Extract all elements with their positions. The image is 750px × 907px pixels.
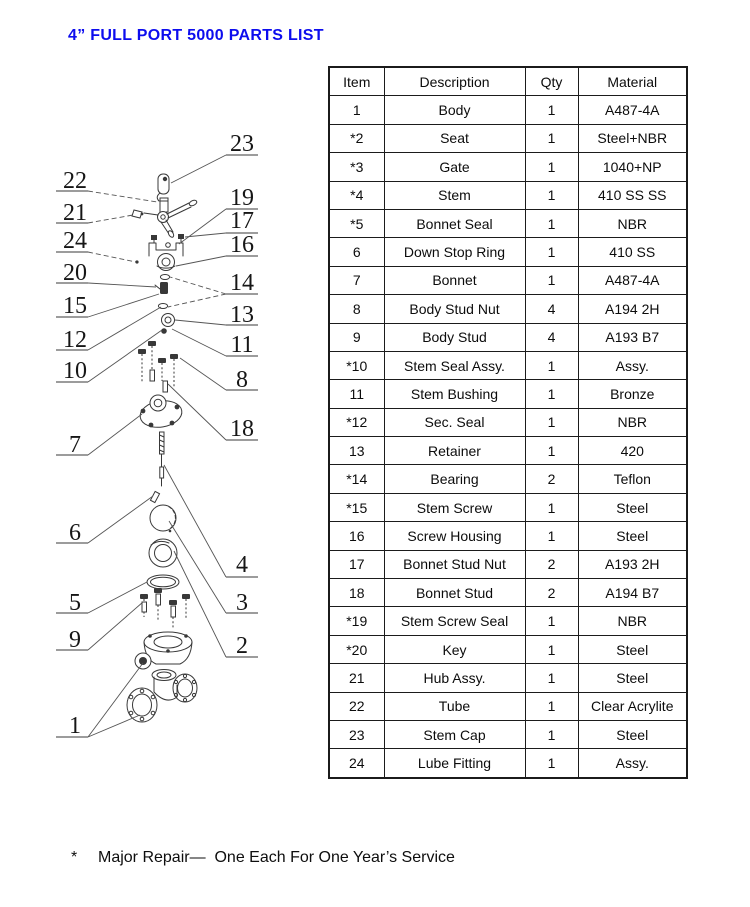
table-cell: 9 [329,323,384,351]
table-cell: 6 [329,238,384,266]
table-cell: 1 [525,635,578,663]
parts-table [328,66,688,779]
table-row [329,692,687,720]
table-cell: Body [384,96,525,124]
table-cell: Body Stud Nut [384,295,525,323]
table-row [329,351,687,379]
table-cell: 1 [525,380,578,408]
callout-23 [171,131,258,183]
table-cell: Teflon [578,465,687,493]
callout-8 [180,358,258,393]
callout-20 [56,260,156,287]
table-cell: Retainer [384,437,525,465]
callout-22 [56,168,157,202]
table-cell: Gate [384,153,525,181]
table-cell: *19 [329,607,384,635]
table-cell: NBR [578,607,687,635]
table-cell: Clear Acrylite [578,692,687,720]
table-cell: 17 [329,550,384,578]
valve-body-part [127,670,197,723]
table-row [329,96,687,124]
svg-text:15: 15 [63,293,87,319]
table-cell: Steel+NBR [578,124,687,152]
callout-4 [164,465,258,578]
table-cell: 8 [329,295,384,323]
table-cell: NBR [578,408,687,436]
table-row [329,493,687,521]
svg-text:13: 13 [230,302,254,328]
table-cell: Body Stud [384,323,525,351]
table-cell: Stem Screw [384,493,525,521]
table-row [329,380,687,408]
table-cell: Bonnet [384,266,525,294]
svg-text:21: 21 [63,200,87,226]
table-row [329,238,687,266]
table-cell: 18 [329,579,384,607]
table-cell: A194 2H [578,295,687,323]
body-studs-group [138,341,178,392]
table-cell: A193 2H [578,550,687,578]
table-row [329,579,687,607]
callout-11 [172,329,258,358]
svg-text:23: 23 [230,131,254,157]
table-cell: Steel [578,522,687,550]
exploded-valve-diagram [30,115,330,785]
svg-text:12: 12 [63,327,87,353]
seat-part [149,539,177,567]
table-cell: 1 [525,749,578,778]
table-cell: 22 [329,692,384,720]
bonnet-neck-part [135,254,175,271]
table-cell: 1 [525,181,578,209]
stem-cap-part [157,174,169,201]
table-cell: 1 [525,607,578,635]
table-cell: 16 [329,522,384,550]
table-row [329,266,687,294]
gate-part [150,505,176,532]
callout-13 [175,302,258,328]
svg-text:11: 11 [230,332,254,358]
table-cell: *12 [329,408,384,436]
table-cell: Stem Screw Seal [384,607,525,635]
valve-parts [127,174,198,722]
svg-text:6: 6 [69,520,81,546]
table-row [329,720,687,748]
table-row [329,408,687,436]
table-cell: 24 [329,749,384,778]
table-cell: *3 [329,153,384,181]
table-cell: Down Stop Ring [384,238,525,266]
table-cell: A487-4A [578,96,687,124]
table-cell: *5 [329,209,384,237]
bonnet-studs-group [140,588,190,629]
table-cell: *15 [329,493,384,521]
column-header: Description [384,67,525,96]
table-cell: 11 [329,380,384,408]
table-cell: Assy. [578,351,687,379]
svg-text:1: 1 [69,713,81,739]
stop-ball-part [161,328,167,334]
svg-text:9: 9 [69,627,81,653]
table-cell: 21 [329,664,384,692]
table-cell: 1 [525,408,578,436]
upper-body-part [135,632,192,669]
table-cell: A193 B7 [578,323,687,351]
table-cell: Bonnet Stud Nut [384,550,525,578]
table-cell: 1 [525,437,578,465]
footnote-text: Major Repair— One Each For One Year’s Service [98,849,455,866]
table-row [329,465,687,493]
table-cell: 420 [578,437,687,465]
table-row [329,522,687,550]
table-cell: 4 [525,295,578,323]
table-cell: *4 [329,181,384,209]
table-row [329,153,687,181]
table-cell: Key [384,635,525,663]
table-row [329,635,687,663]
table-cell: 410 SS [578,238,687,266]
table-cell: Bearing [384,465,525,493]
table-row [329,323,687,351]
table-cell: A487-4A [578,266,687,294]
column-header: Material [578,67,687,96]
svg-text:18: 18 [230,416,254,442]
table-cell: 1 [525,522,578,550]
svg-text:3: 3 [236,590,248,616]
table-row [329,437,687,465]
table-cell: Screw Housing [384,522,525,550]
callout-6 [56,496,153,546]
table-cell: Bonnet Stud [384,579,525,607]
table-cell: Tube [384,692,525,720]
table-cell: 1 [525,153,578,181]
svg-text:5: 5 [69,590,81,616]
table-cell: Steel [578,635,687,663]
table-cell: 2 [525,465,578,493]
callout-15 [56,293,159,319]
table-cell: 1 [525,351,578,379]
table-cell: Sec. Seal [384,408,525,436]
retainer-part [162,314,175,327]
table-cell: 1 [525,720,578,748]
table-row [329,181,687,209]
table-cell: 1 [525,266,578,294]
table-cell: Stem Bushing [384,380,525,408]
stem-part [160,432,165,486]
table-cell: 1 [525,692,578,720]
table-row [329,664,687,692]
table-cell: Lube Fitting [384,749,525,778]
table-cell: 2 [525,579,578,607]
svg-text:17: 17 [230,208,254,234]
svg-text:10: 10 [63,358,87,384]
table-header-row [329,67,687,96]
footnote [71,849,455,867]
table-cell: *10 [329,351,384,379]
page-title: 4” FULL PORT 5000 PARTS LIST [68,27,324,44]
callout-24 [56,228,136,262]
table-row [329,295,687,323]
table-cell: 1 [525,124,578,152]
svg-text:16: 16 [230,232,254,258]
table-cell: *14 [329,465,384,493]
table-row [329,607,687,635]
tube-part [160,198,168,212]
callout-21 [56,200,133,226]
parts-table-body [329,96,687,778]
table-cell: Steel [578,720,687,748]
table-cell: A194 B7 [578,579,687,607]
column-header: Qty [525,67,578,96]
callout-7 [56,414,142,458]
table-cell: 7 [329,266,384,294]
table-cell: Stem [384,181,525,209]
table-cell: Bonnet Seal [384,209,525,237]
svg-text:19: 19 [230,185,254,211]
table-row [329,550,687,578]
svg-text:14: 14 [230,270,254,296]
table-cell: *2 [329,124,384,152]
svg-text:8: 8 [236,367,248,393]
table-cell: 1 [525,238,578,266]
bearing-washer-top [160,275,169,280]
bonnet-part [138,395,184,430]
table-cell: Steel [578,493,687,521]
table-row [329,209,687,237]
table-cell: Hub Assy. [384,664,525,692]
svg-text:7: 7 [69,432,81,458]
table-cell: 1 [525,96,578,124]
table-cell: 1040+NP [578,153,687,181]
table-cell: 13 [329,437,384,465]
footnote-asterisk: * [71,849,78,866]
table-cell: Stem Cap [384,720,525,748]
svg-text:24: 24 [63,228,87,254]
table-cell: 1 [525,664,578,692]
screw-housing-part [149,234,184,256]
stem-screw-part [155,282,168,294]
table-row [329,749,687,778]
svg-text:4: 4 [236,552,248,578]
table-cell: 4 [525,323,578,351]
table-cell: 1 [329,96,384,124]
table-cell: 2 [525,550,578,578]
table-cell: 1 [525,493,578,521]
table-cell: Seat [384,124,525,152]
table-cell: Steel [578,664,687,692]
seal-ring-part [147,575,179,589]
table-cell: Stem Seal Assy. [384,351,525,379]
table-cell: *20 [329,635,384,663]
svg-text:20: 20 [63,260,87,286]
table-row [329,124,687,152]
table-cell: NBR [578,209,687,237]
table-cell: Assy. [578,749,687,778]
table-cell: 1 [525,209,578,237]
svg-text:22: 22 [63,168,87,194]
table-cell: 23 [329,720,384,748]
table-cell: 410 SS SS [578,181,687,209]
table-cell: Bronze [578,380,687,408]
svg-text:2: 2 [236,633,248,659]
column-header: Item [329,67,384,96]
